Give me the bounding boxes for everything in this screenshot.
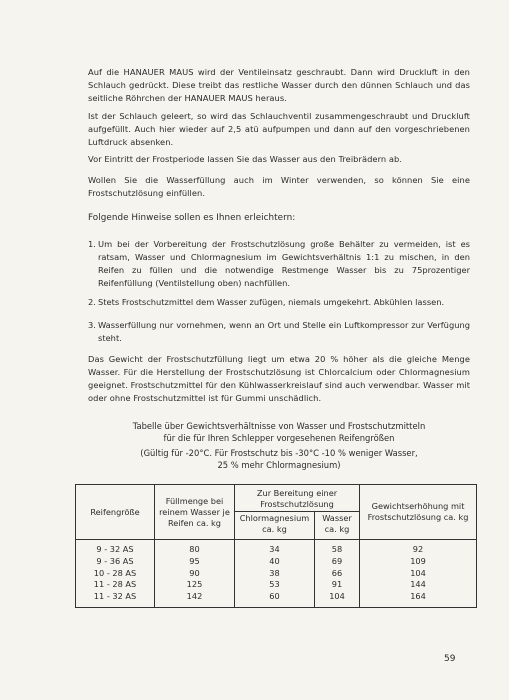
hint-text: Um bei der Vorbereitung der Frostschutzlösung große Behälter zu vermeiden, ist es ratsam, Wasser und Chlormagnesium im Gewichtsverhältnis 1:1 zu mischen, in den Reifen zu füllen und die notwendige Restmenge Wasser bis zu 75prozentiger Reifenfüllung (Ventilstellung oben) nachfüllen. [98, 239, 470, 288]
cell-weight-increase: 164 [360, 591, 477, 607]
cell-water: 104 [315, 591, 360, 607]
paragraph-winter-use: Wollen Sie die Wasserfüllung auch im Winter verwenden, so können Sie eine Frostschutzlösung einfüllen. [88, 175, 470, 198]
cell-tire-size: 11 - 32 AS [76, 591, 155, 607]
hint-item-3 [88, 319, 470, 345]
header-water: Wasser ca. kg [315, 512, 360, 540]
paragraph-frost-period: Vor Eintritt der Frostperiode lassen Sie das Wasser aus den Treibrädern ab. [88, 154, 403, 164]
table-row [76, 540, 477, 556]
hint-text: Stets Frostschutzmittel dem Wasser zufügen, niemals umgekehrt. Abkühlen lassen. [98, 297, 445, 307]
weight-ratio-table [75, 484, 477, 608]
cell-water: 91 [315, 579, 360, 591]
cell-weight-increase: 144 [360, 579, 477, 591]
cell-chlormagnesium: 60 [235, 591, 315, 607]
hint-item-2 [88, 296, 470, 309]
paragraph-hints-intro: Folgende Hinweise sollen es Ihnen erleichtern: [88, 213, 296, 223]
cell-weight-increase: 104 [360, 568, 477, 580]
cell-tire-size: 10 - 28 AS [76, 568, 155, 580]
table-row [76, 591, 477, 607]
table-caption-line-4: 25 % mehr Chlormagnesium) [217, 460, 341, 470]
cell-chlormagnesium: 40 [235, 556, 315, 568]
table-row [76, 556, 477, 568]
cell-tire-size: 11 - 28 AS [76, 579, 155, 591]
table-row [76, 579, 477, 591]
cell-water: 58 [315, 540, 360, 556]
header-weight-increase: Gewichtserhöhung mit Frostschutzlösung ca. kg [360, 485, 477, 540]
paragraph-weight-info: Das Gewicht der Frostschutzfüllung liegt um etwa 20 % höher als die gleiche Menge Wasser. Für die Herstellung der Frostschutzlösung ist Chlorcalcium oder Chlormagnesium geeignet. Frostschutzmittel für den Kühlwasserkreislauf sind auch verwendbar. Wasser mit oder ohne Frostschutzmittel ist für Gummi unschädlich. [88, 354, 470, 403]
cell-tire-size: 9 - 36 AS [76, 556, 155, 568]
table-caption-line-3: (Gültig für -20°C. Für Frostschutz bis -30°C -10 % weniger Wasser, [140, 448, 418, 458]
hint-number: 2. [88, 297, 96, 307]
cell-water: 66 [315, 568, 360, 580]
cell-chlormagnesium: 34 [235, 540, 315, 556]
cell-fill-amount: 142 [155, 591, 235, 607]
cell-weight-increase: 109 [360, 556, 477, 568]
cell-weight-increase: 92 [360, 540, 477, 556]
paragraph-drain-procedure: Auf die HANAUER MAUS wird der Ventileinsatz geschraubt. Dann wird Druckluft in den Schlauch gedrückt. Diese treibt das restliche Wasser durch den dünnen Schlauch und das seitliche Röhrchen der HANAUER MAUS heraus. [88, 67, 470, 103]
header-preparation: Zur Bereitung einer Frostschutzlösung [235, 485, 360, 512]
table-row [76, 568, 477, 580]
cell-water: 69 [315, 556, 360, 568]
cell-fill-amount: 90 [155, 568, 235, 580]
header-chlormagnesium: Chlormagnesium ca. kg [235, 512, 315, 540]
cell-chlormagnesium: 53 [235, 579, 315, 591]
cell-fill-amount: 80 [155, 540, 235, 556]
table-caption-line-2: für die für Ihren Schlepper vorgesehenen Reifengrößen [163, 433, 395, 443]
header-fill-amount: Füllmenge bei reinem Wasser je Reifen ca. kg [155, 485, 235, 540]
hint-item-1 [88, 238, 470, 290]
page-number: 59 [444, 654, 456, 664]
cell-fill-amount: 95 [155, 556, 235, 568]
header-tire-size: Reifengröße [76, 485, 155, 540]
paragraph-refill-air: Ist der Schlauch geleert, so wird das Schlauchventil zusammengeschraubt und Druckluft aufgefüllt. Auch hier wieder auf 2,5 atü aufpumpen und dann auf den vorgeschriebenen Luftdruck absenken. [88, 111, 470, 147]
table-caption-line-1: Tabelle über Gewichtsverhältnisse von Wasser und Frostschutzmitteln [132, 421, 426, 431]
hint-text: Wasserfüllung nur vornehmen, wenn an Ort und Stelle ein Luftkompressor zur Verfügung steht. [98, 320, 470, 343]
hint-number: 3. [88, 320, 96, 330]
hint-number: 1. [88, 239, 96, 249]
cell-tire-size: 9 - 32 AS [76, 540, 155, 556]
cell-fill-amount: 125 [155, 579, 235, 591]
cell-chlormagnesium: 38 [235, 568, 315, 580]
